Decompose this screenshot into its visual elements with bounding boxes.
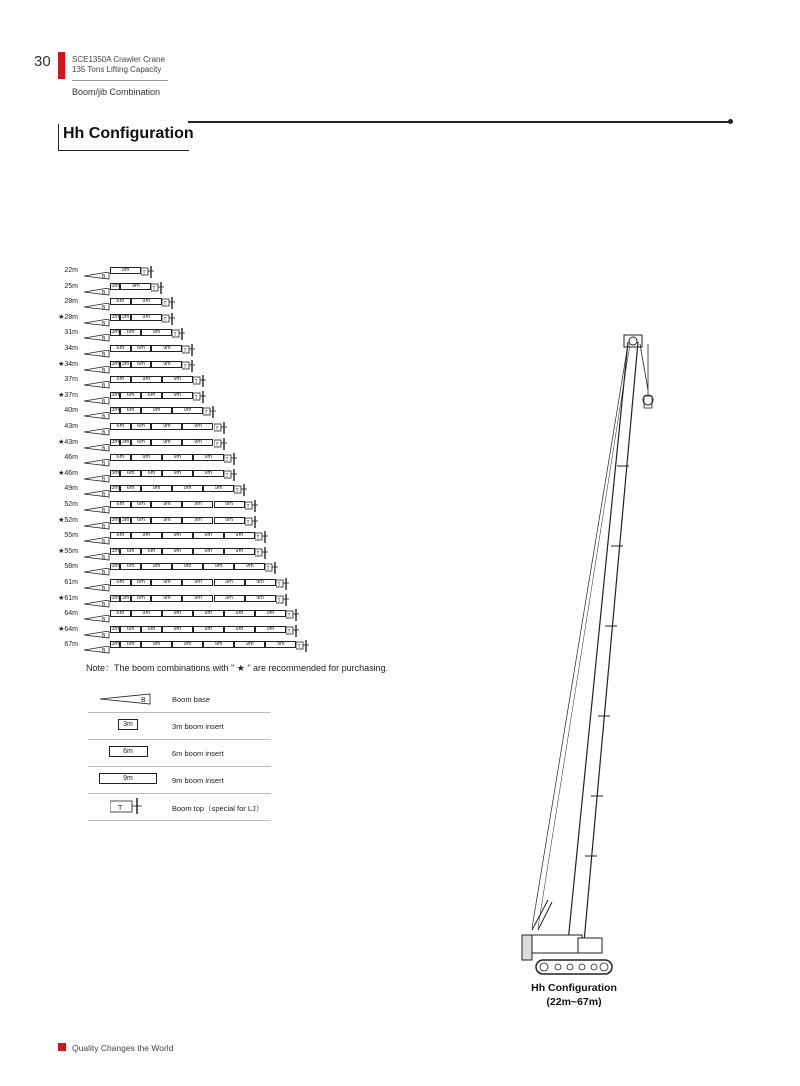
boom-top-segment <box>255 546 261 558</box>
boom-top-segment <box>141 265 147 277</box>
boom-base-segment <box>84 439 110 452</box>
boom-base-segment <box>84 298 110 312</box>
boom-insert-segment: 9m <box>203 563 234 570</box>
boom-insert-segment: 9m <box>245 579 276 586</box>
boom-base-segment <box>84 610 110 624</box>
svg-text:T: T <box>256 550 260 557</box>
boom-insert-segment: 9m <box>131 298 162 305</box>
boom-length-label: 52m <box>64 501 78 508</box>
legend-item <box>88 686 271 713</box>
svg-text:B: B <box>102 445 106 452</box>
boom-top-segment <box>224 468 230 480</box>
boom-base-segment <box>84 595 110 608</box>
svg-text:T: T <box>277 597 281 604</box>
combination-row <box>0 499 400 514</box>
page-title: Hh Configuration <box>63 125 194 142</box>
boom-insert-segment: 9m <box>131 532 162 539</box>
svg-text:B: B <box>102 289 106 296</box>
boom-insert-segment: 6m <box>120 329 141 336</box>
boom-length-label: 37m <box>64 376 78 384</box>
boom-insert-segment: 3m <box>111 547 119 554</box>
boom-insert-segment: 9m <box>193 610 224 617</box>
svg-text:B: B <box>102 476 106 483</box>
svg-text:B: B <box>102 492 106 499</box>
svg-text:T: T <box>173 332 177 339</box>
boom-top-segment <box>265 561 271 573</box>
boom-top-segment <box>162 296 168 308</box>
boom-top-segment <box>193 390 199 402</box>
boom-insert-segment: 9m <box>141 641 172 648</box>
boom-insert-segment: 9m <box>162 470 193 477</box>
boom-insert-segment: 9m <box>182 579 213 586</box>
crane-caption-title: Hh Configuration <box>531 982 617 994</box>
header-divider <box>72 80 168 81</box>
boom-length-label: 46m <box>64 454 78 462</box>
combination-row <box>0 593 400 608</box>
boom-insert-segment: 3m <box>111 329 119 336</box>
combination-row <box>0 296 400 312</box>
boom-insert-segment: 9m <box>182 501 213 508</box>
boom-insert-segment: 9m <box>182 517 213 524</box>
boom-insert-segment: 9m <box>162 376 193 383</box>
boom-insert-segment: 9m <box>214 595 245 602</box>
boom-insert-segment: 9m <box>151 361 182 368</box>
svg-text:B: B <box>102 632 106 639</box>
boom-insert-segment: 9m <box>162 532 193 539</box>
boom-insert-segment: 9m <box>162 626 193 633</box>
svg-text:T: T <box>287 628 291 635</box>
svg-text:B: B <box>102 430 106 436</box>
combination-row <box>0 327 400 343</box>
boom-insert-segment: 3m <box>111 313 119 320</box>
legend-label: 3m boom insert <box>172 722 224 731</box>
boom-insert-segment: 6m <box>131 579 152 586</box>
boom-top-segment <box>276 593 282 605</box>
boom-top-segment <box>224 452 230 464</box>
combination-row <box>0 390 400 405</box>
crane-illustration <box>510 330 670 980</box>
boom-top-segment <box>286 608 292 620</box>
boom-insert-segment: 6m <box>131 595 152 602</box>
boom-insert-segment: 9m <box>224 548 255 555</box>
boom-length-label: 31m <box>64 329 78 337</box>
boom-insert-segment: 6m <box>110 532 131 539</box>
boom-insert-segment: 9m <box>131 314 162 321</box>
boom-base-segment <box>84 563 110 577</box>
boom-insert-segment: 9m <box>265 641 296 648</box>
combination-row <box>0 452 400 468</box>
boom-insert-segment: 6m <box>120 470 141 477</box>
boom-length-label: 28m <box>64 298 78 306</box>
legend-symbol-insert: 9m <box>99 773 158 784</box>
svg-text:B: B <box>102 461 106 468</box>
combination-row <box>0 468 400 483</box>
boom-insert-segment: 9m <box>203 485 234 492</box>
svg-text:B: B <box>102 570 106 577</box>
boom-base-segment <box>84 517 110 530</box>
boom-top-segment <box>193 374 199 386</box>
boom-length-label: 22m <box>64 267 78 274</box>
boom-top-segment <box>182 359 188 371</box>
boom-length-label: 58m <box>64 563 78 571</box>
boom-length-label: ★34m <box>58 360 78 368</box>
boom-insert-segment: 9m <box>255 626 286 633</box>
boom-length-label: 55m <box>64 532 78 540</box>
svg-text:B: B <box>102 274 106 280</box>
boom-length-label: ★61m <box>58 594 78 602</box>
svg-text:T: T <box>225 457 229 464</box>
boom-insert-segment: 9m <box>224 532 255 539</box>
boom-insert-segment: 9m <box>203 641 234 648</box>
svg-text:B: B <box>102 648 106 655</box>
boom-base-segment <box>84 314 110 327</box>
boom-insert-segment: 3m <box>121 438 130 445</box>
boom-insert-segment: 9m <box>214 517 245 524</box>
boom-insert-segment: 9m <box>172 485 203 492</box>
boom-insert-segment: 3m <box>111 594 119 601</box>
boom-base-segment <box>84 641 110 655</box>
boom-base-segment <box>84 407 110 421</box>
boom-length-label: 64m <box>64 610 78 618</box>
boom-insert-segment: 9m <box>255 610 286 617</box>
boom-insert-segment: 9m <box>141 563 172 570</box>
boom-top-segment <box>203 405 209 417</box>
boom-length-label: 25m <box>64 282 78 290</box>
boom-insert-segment: 6m <box>110 423 131 430</box>
boom-length-label: ★52m <box>58 516 78 524</box>
boom-insert-segment: 9m <box>234 563 265 570</box>
boom-top-segment <box>162 312 168 324</box>
boom-insert-segment: 6m <box>120 485 141 492</box>
title-rule-dot <box>728 119 733 124</box>
boom-base-segment <box>84 423 110 436</box>
boom-insert-segment: 6m <box>141 548 162 555</box>
boom-base-segment <box>84 470 110 483</box>
boom-insert-segment: 9m <box>151 579 182 586</box>
svg-text:T: T <box>183 348 187 354</box>
svg-text:T: T <box>246 504 250 510</box>
boom-base-segment <box>84 345 110 358</box>
combination-row <box>0 483 400 499</box>
boom-insert-segment: 6m <box>120 548 141 555</box>
svg-text:T: T <box>235 488 239 495</box>
legend-label: Boom top（special for LJ） <box>172 804 264 813</box>
combination-row <box>0 546 400 561</box>
svg-text:B: B <box>141 697 146 704</box>
boom-insert-segment: 9m <box>172 563 203 570</box>
boom-base-segment <box>84 532 110 546</box>
combination-row <box>0 265 400 280</box>
boom-insert-segment: 9m <box>193 454 224 461</box>
header-model: SCE1350A Crawler Crane <box>72 55 165 64</box>
boom-length-label: ★64m <box>58 625 78 633</box>
boom-base-segment <box>84 626 110 639</box>
boom-top-segment <box>286 624 292 636</box>
combination-row <box>0 624 400 639</box>
combination-row <box>0 312 400 327</box>
svg-text:T: T <box>204 410 208 417</box>
combination-row <box>0 374 400 390</box>
boom-top-segment <box>172 327 178 339</box>
combination-row <box>0 405 400 421</box>
combination-row <box>0 437 400 452</box>
boom-insert-segment: 6m <box>120 641 141 648</box>
combination-row <box>0 608 400 624</box>
crane-caption-range: (22m~67m) <box>546 996 602 1008</box>
svg-text:T: T <box>266 566 270 573</box>
boom-insert-segment: 9m <box>193 532 224 539</box>
boom-insert-segment: 6m <box>141 626 162 633</box>
boom-insert-segment: 3m <box>111 282 119 289</box>
boom-insert-segment: 9m <box>151 345 182 352</box>
boom-insert-segment: 9m <box>151 595 182 602</box>
combination-row <box>0 281 400 296</box>
boom-insert-segment: 6m <box>110 579 131 586</box>
boom-insert-segment: 3m <box>111 391 119 398</box>
boom-insert-segment: 9m <box>245 595 276 602</box>
combination-row <box>0 561 400 577</box>
boom-insert-segment: 9m <box>141 329 172 336</box>
combination-row <box>0 530 400 546</box>
boom-base-segment <box>84 376 110 390</box>
boom-insert-segment: 6m <box>141 392 162 399</box>
boom-insert-segment: 3m <box>111 516 119 523</box>
legend-symbol-insert: 3m <box>118 719 138 730</box>
boom-length-label: 34m <box>64 345 78 352</box>
boom-insert-segment: 9m <box>162 392 193 399</box>
boom-insert-segment: 6m <box>131 501 152 508</box>
section-subtitle: Boom/jib Combination <box>72 87 161 97</box>
boom-base-segment <box>84 267 110 280</box>
legend-item <box>88 767 271 794</box>
svg-text:T: T <box>277 582 281 588</box>
boom-base-segment <box>84 361 110 374</box>
boom-base-segment <box>84 329 110 343</box>
boom-insert-segment: 6m <box>131 361 152 368</box>
boom-top-segment <box>182 343 188 355</box>
title-rule <box>188 121 729 123</box>
boom-insert-segment: 9m <box>110 267 141 274</box>
boom-insert-segment: 9m <box>214 579 245 586</box>
boom-insert-segment: 6m <box>110 610 131 617</box>
svg-text:T: T <box>194 394 198 401</box>
legend-symbol-boom-base <box>100 692 152 710</box>
combination-row <box>0 515 400 530</box>
boom-base-segment <box>84 454 110 468</box>
svg-text:T: T <box>194 379 198 386</box>
boom-insert-segment: 3m <box>121 594 130 601</box>
legend-symbol-insert: 6m <box>109 746 148 757</box>
boom-insert-segment: 3m <box>111 469 119 476</box>
svg-text:T: T <box>142 270 146 276</box>
svg-text:B: B <box>102 554 106 561</box>
boom-insert-segment: 3m <box>111 641 119 648</box>
boom-insert-segment: 3m <box>121 313 130 320</box>
svg-text:T: T <box>118 805 123 812</box>
svg-text:B: B <box>102 305 106 312</box>
boom-insert-segment: 9m <box>224 626 255 633</box>
boom-insert-segment: 9m <box>131 376 162 383</box>
boom-insert-segment: 9m <box>214 501 245 508</box>
boom-length-label: ★37m <box>58 391 78 399</box>
boom-insert-segment: 6m <box>141 470 162 477</box>
svg-text:B: B <box>102 414 106 421</box>
legend-item <box>88 794 271 821</box>
combination-row <box>0 639 400 655</box>
boom-length-label: 61m <box>64 579 78 586</box>
boom-insert-segment: 9m <box>162 454 193 461</box>
red-accent-bar <box>58 52 65 79</box>
svg-text:T: T <box>215 426 219 432</box>
legend-label: Boom base <box>172 695 210 704</box>
combination-row <box>0 421 400 436</box>
svg-text:B: B <box>102 352 106 358</box>
boom-insert-segment: 3m <box>111 360 119 367</box>
boom-insert-segment: 3m <box>111 407 119 414</box>
svg-text:B: B <box>102 398 106 405</box>
boom-top-segment <box>214 421 220 433</box>
svg-text:B: B <box>102 320 106 327</box>
svg-text:B: B <box>102 336 106 343</box>
footer-red-square <box>58 1043 66 1051</box>
boom-base-segment <box>84 392 110 405</box>
boom-insert-segment: 9m <box>141 485 172 492</box>
boom-top-segment <box>255 530 261 542</box>
boom-insert-segment: 9m <box>193 470 224 477</box>
boom-insert-segment: 9m <box>172 407 203 414</box>
boom-length-label: 40m <box>64 407 78 415</box>
crawler-crane-drawing <box>510 330 670 980</box>
boom-top-segment <box>245 499 251 511</box>
boom-insert-segment: 9m <box>151 423 182 430</box>
boom-insert-segment: 6m <box>110 376 131 383</box>
svg-text:T: T <box>225 472 229 479</box>
legend-symbol-boom-top <box>110 797 144 820</box>
boom-insert-segment: 9m <box>131 610 162 617</box>
svg-text:T: T <box>215 441 219 448</box>
boom-insert-segment: 6m <box>131 439 152 446</box>
svg-text:B: B <box>102 523 106 530</box>
boom-base-segment <box>84 548 110 561</box>
svg-text:T: T <box>256 535 260 542</box>
svg-text:B: B <box>102 601 106 608</box>
boom-base-segment <box>84 501 110 514</box>
svg-text:T: T <box>287 613 291 620</box>
boom-insert-segment: 6m <box>131 517 152 524</box>
boom-insert-segment: 6m <box>110 345 131 352</box>
boom-length-label: ★28m <box>58 313 78 321</box>
boom-insert-segment: 3m <box>111 485 119 492</box>
svg-text:B: B <box>102 508 106 514</box>
page-number: 30 <box>34 53 51 70</box>
legend-item <box>88 713 271 740</box>
boom-insert-segment: 3m <box>111 625 119 632</box>
header-capacity: 135 Tons Lifting Capacity <box>72 65 162 74</box>
boom-insert-segment: 9m <box>162 610 193 617</box>
boom-length-label: 49m <box>64 485 78 493</box>
boom-base-segment <box>84 283 110 296</box>
legend-item <box>88 740 271 767</box>
footer-slogan: Quality Changes the World <box>72 1043 174 1053</box>
boom-insert-segment: 6m <box>131 345 152 352</box>
boom-length-label: 67m <box>64 641 78 649</box>
boom-base-segment <box>84 579 110 592</box>
combination-row <box>0 577 400 592</box>
svg-text:T: T <box>297 644 301 651</box>
boom-insert-segment: 9m <box>193 548 224 555</box>
boom-insert-segment: 9m <box>141 407 172 414</box>
boom-top-segment <box>245 515 251 527</box>
boom-insert-segment: 9m <box>234 641 265 648</box>
boom-insert-segment: 9m <box>120 283 151 290</box>
boom-top-segment <box>296 639 302 651</box>
svg-text:B: B <box>102 617 106 624</box>
boom-top-segment <box>214 437 220 449</box>
svg-text:T: T <box>163 301 167 308</box>
boom-insert-segment: 3m <box>121 516 130 523</box>
boom-insert-segment: 6m <box>131 423 152 430</box>
boom-insert-segment: 9m <box>151 439 182 446</box>
boom-insert-segment: 6m <box>110 298 131 305</box>
recommendation-note: Note：The boom combinations with " ★ " are recommended for purchasing. <box>86 663 389 673</box>
boom-top-segment <box>151 281 157 293</box>
legend-label: 9m boom insert <box>172 776 224 785</box>
boom-insert-segment: 9m <box>151 501 182 508</box>
svg-text:T: T <box>163 316 167 323</box>
svg-text:B: B <box>102 367 106 374</box>
boom-length-label: 43m <box>64 423 78 430</box>
svg-text:T: T <box>183 363 187 370</box>
svg-text:T: T <box>246 519 250 526</box>
boom-insert-segment: 9m <box>224 610 255 617</box>
svg-text:B: B <box>102 586 106 592</box>
boom-insert-segment: 9m <box>162 548 193 555</box>
boom-insert-segment: 3m <box>111 438 119 445</box>
boom-insert-segment: 3m <box>121 360 130 367</box>
boom-insert-segment: 6m <box>120 626 141 633</box>
boom-insert-segment: 6m <box>120 392 141 399</box>
boom-length-label: ★46m <box>58 469 78 477</box>
boom-insert-segment: 3m <box>111 563 119 570</box>
svg-text:B: B <box>102 539 106 546</box>
boom-insert-segment: 6m <box>120 407 141 414</box>
boom-insert-segment: 9m <box>182 439 213 446</box>
boom-insert-segment: 9m <box>172 641 203 648</box>
boom-insert-segment: 9m <box>193 626 224 633</box>
boom-insert-segment: 9m <box>131 454 162 461</box>
combination-row <box>0 343 400 358</box>
boom-base-segment <box>84 485 110 499</box>
combination-row <box>0 359 400 374</box>
boom-insert-segment: 9m <box>182 595 213 602</box>
boom-insert-segment: 9m <box>182 423 213 430</box>
svg-text:B: B <box>102 383 106 390</box>
boom-length-label: ★43m <box>58 438 78 446</box>
boom-insert-segment: 6m <box>110 501 131 508</box>
boom-insert-segment: 6m <box>110 454 131 461</box>
boom-top-segment <box>276 577 282 589</box>
boom-length-label: ★55m <box>58 547 78 555</box>
boom-top-segment <box>234 483 240 495</box>
boom-insert-segment: 9m <box>151 517 182 524</box>
svg-text:T: T <box>152 285 156 292</box>
legend-label: 6m boom insert <box>172 749 224 758</box>
boom-insert-segment: 6m <box>120 563 141 570</box>
